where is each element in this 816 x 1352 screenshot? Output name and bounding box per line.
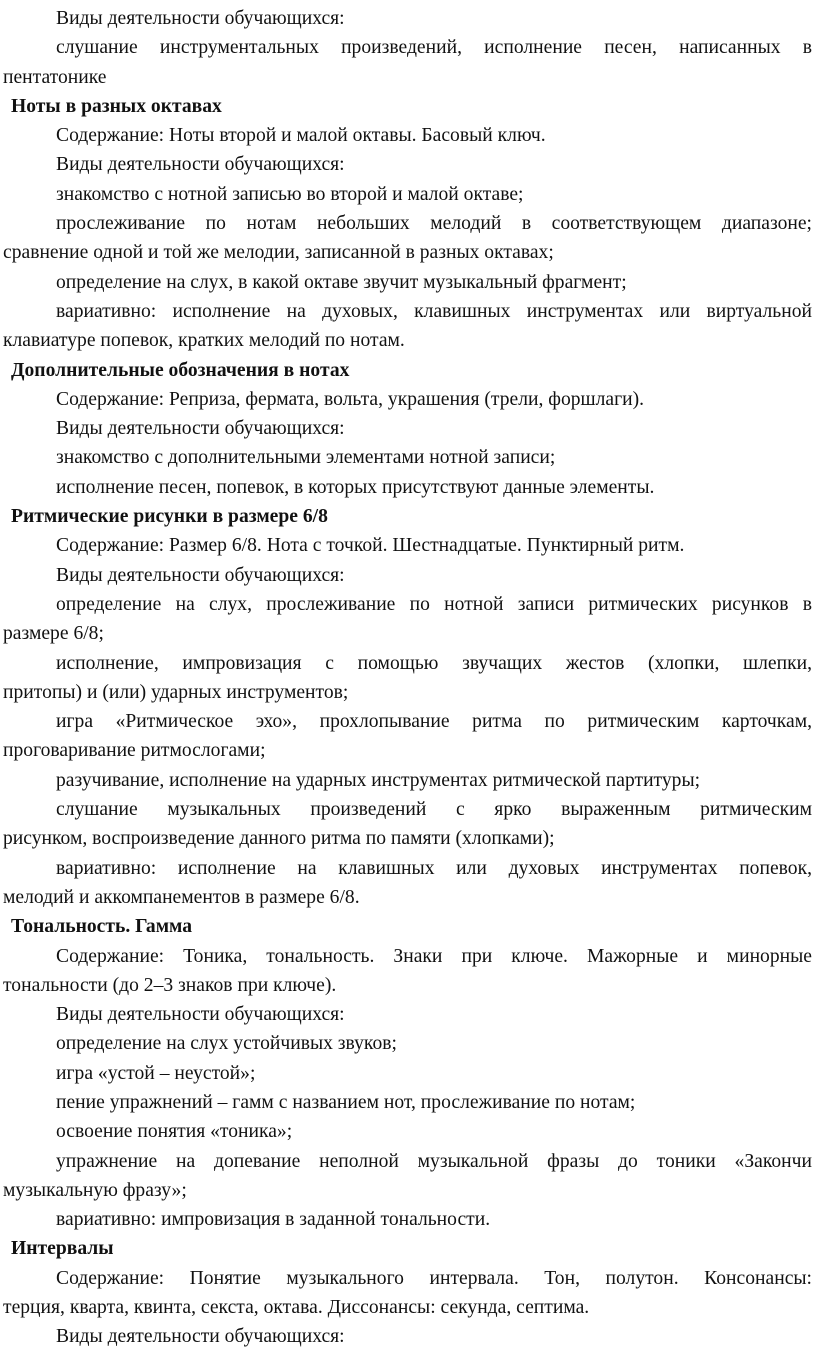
paragraph-line: определение на слух устойчивых звуков; [56, 1033, 397, 1055]
paragraph-line: слушание инструментальных произведений, исполнение песен, написанных в [56, 37, 812, 59]
paragraph-continuation-line: пентатонике [3, 66, 107, 88]
paragraph-line: разучивание, исполнение на ударных инструментах ритмической партитуры; [56, 769, 701, 791]
paragraph-line: слушание музыкальных произведений с ярко выраженным ритмическим [56, 799, 812, 821]
section-heading: Ноты в разных октавах [11, 95, 222, 117]
paragraph-line: Виды деятельности обучающихся: [56, 418, 345, 440]
paragraph-line: упражнение на допевание неполной музыкальной фразы до тоники «Закончи [56, 1150, 812, 1172]
paragraph-line: Содержание: Размер 6/8. Нота с точкой. Шестнадцатые. Пунктирный ритм. [56, 535, 685, 557]
paragraph-line: определение на слух, в какой октаве звучит музыкальный фрагмент; [56, 271, 627, 293]
paragraph-line: игра «устой – неустой»; [56, 1062, 256, 1084]
paragraph-continuation-line: мелодий и аккомпанементов в размере 6/8. [3, 886, 360, 908]
paragraph-line: Виды деятельности обучающихся: [56, 1004, 345, 1026]
paragraph-line: Виды деятельности обучающихся: [56, 154, 345, 176]
paragraph-continuation-line: размере 6/8; [3, 623, 104, 645]
paragraph-line: Виды деятельности обучающихся: [56, 8, 345, 29]
section-heading: Тональность. Гамма [11, 916, 193, 938]
paragraph-line: вариативно: исполнение на духовых, клавишных инструментах или виртуальной [56, 300, 812, 322]
paragraph-line: знакомство с нотной записью во второй и малой октаве; [56, 183, 524, 205]
paragraph-continuation-line: рисунком, воспроизведение данного ритма по памяти (хлопками); [3, 828, 555, 850]
paragraph-line: вариативно: импровизация в заданной тональности. [56, 1209, 491, 1231]
paragraph-continuation-line: терция, кварта, квинта, секста, октава. Диссонансы: секунда, септима. [3, 1297, 590, 1319]
paragraph-line: исполнение песен, попевок, в которых присутствуют данные элементы. [56, 476, 655, 498]
paragraph-line: вариативно: исполнение на клавишных или духовых инструментах попевок, [56, 857, 812, 879]
paragraph-line: прослеживание по нотам небольших мелодий в соответствующем диапазоне; [56, 213, 812, 235]
paragraph-continuation-line: сравнение одной и той же мелодии, записанной в разных октавах; [3, 242, 554, 264]
paragraph-line: Виды деятельности обучающихся: [56, 1326, 345, 1348]
paragraph-line: Содержание: Ноты второй и малой октавы. Басовый ключ. [56, 125, 546, 147]
paragraph-continuation-line: клавиатуре попевок, кратких мелодий по нотам. [3, 330, 405, 352]
paragraph-continuation-line: тональности (до 2–3 знаков при ключе). [3, 974, 337, 996]
paragraph-line: игра «Ритмическое эхо», прохлопывание ритма по ритмическим карточкам, [56, 711, 812, 733]
section-heading: Ритмические рисунки в размере 6/8 [11, 506, 328, 528]
paragraph-continuation-line: проговаривание ритмослогами; [3, 740, 266, 762]
paragraph-line: Виды деятельности обучающихся: [56, 564, 345, 586]
paragraph-continuation-line: музыкальную фразу»; [3, 1179, 187, 1201]
paragraph-line: пение упражнений – гамм с названием нот, прослеживание по нотам; [56, 1091, 636, 1113]
paragraph-line: определение на слух, прослеживание по нотной записи ритмических рисунков в [56, 593, 812, 615]
paragraph-line: Содержание: Реприза, фермата, вольта, украшения (трели, форшлаги). [56, 388, 645, 410]
paragraph-line: освоение понятия «тоника»; [56, 1121, 293, 1143]
paragraph-continuation-line: притопы) и (или) ударных инструментов; [3, 681, 349, 703]
paragraph-line: знакомство с дополнительными элементами нотной записи; [56, 447, 556, 469]
paragraph-line: исполнение, импровизация с помощью звучащих жестов (хлопки, шлепки, [56, 652, 812, 674]
section-heading: Дополнительные обозначения в нотах [11, 359, 350, 381]
paragraph-line: Содержание: Тоника, тональность. Знаки при ключе. Мажорные и минорные [56, 945, 812, 967]
paragraph-line: Содержание: Понятие музыкального интервала. Тон, полутон. Консонансы: [56, 1267, 812, 1289]
section-heading: Интервалы [11, 1238, 114, 1260]
